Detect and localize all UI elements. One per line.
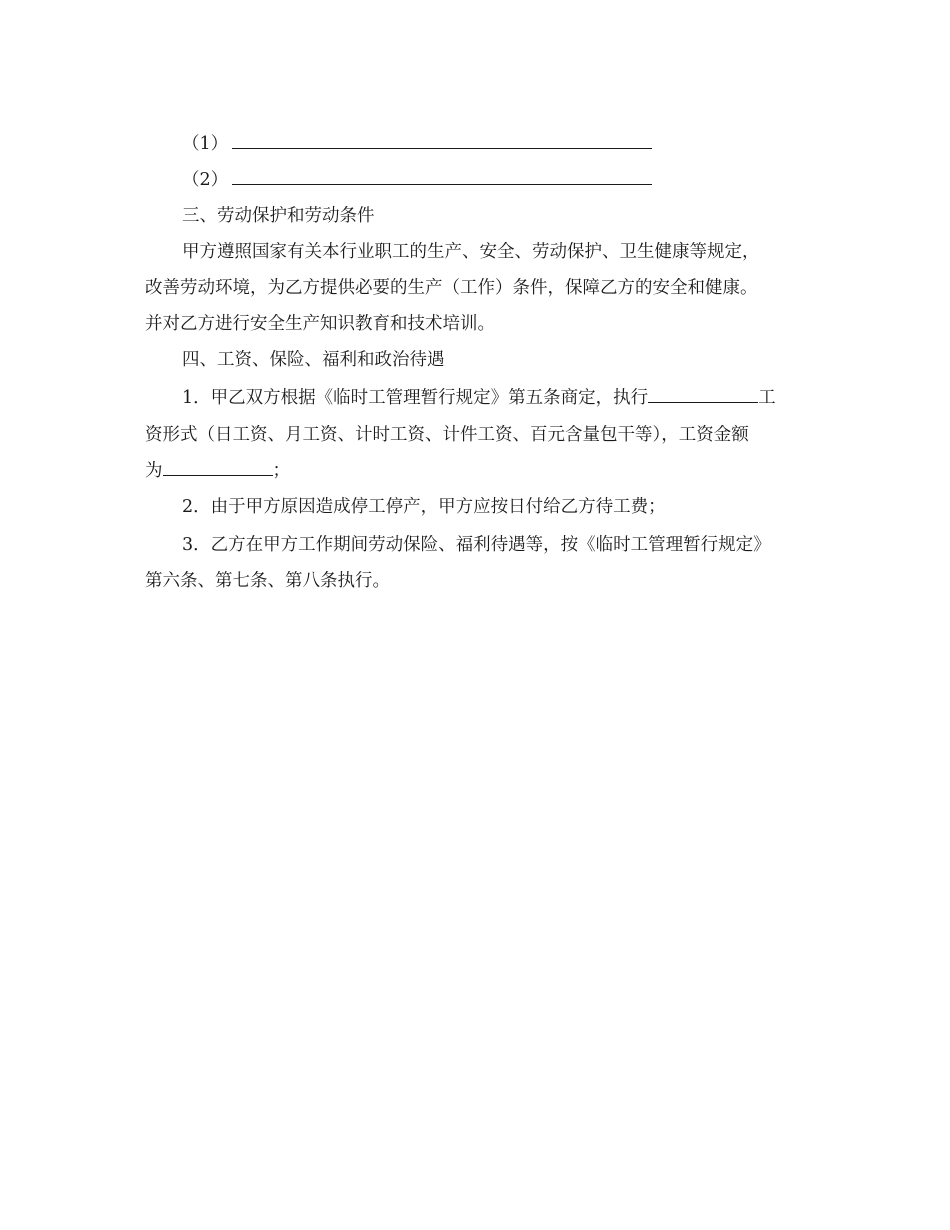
- clause-3-line-2: 第六条、第七条、第八条执行。: [145, 571, 390, 591]
- item-1-blank[interactable]: [232, 134, 652, 149]
- item-2-label: （2）: [182, 170, 229, 190]
- section-4-heading: 四、工资、保险、福利和政治待遇: [182, 350, 445, 370]
- item-1-label: （1）: [182, 134, 229, 154]
- item-2: [182, 168, 852, 192]
- clause-1-text-b: 工: [758, 388, 776, 408]
- clause-1-text-c: 为: [145, 461, 163, 481]
- clause-3-line-1: 3．乙方在甲方工作期间劳动保险、福利待遇等，按《临时工管理暂行规定》: [182, 535, 771, 555]
- clause-1-line-3: [145, 459, 815, 483]
- clause-1-text-d: ；: [272, 461, 290, 481]
- section-3-para-line-3: 并对乙方进行安全生产知识教育和技术培训。: [145, 314, 495, 334]
- section-3-para-line-1: 甲方遵照国家有关本行业职工的生产、安全、劳动保护、卫生健康等规定，: [182, 242, 760, 262]
- wage-form-blank[interactable]: [648, 388, 758, 403]
- clause-1-line-1: [182, 386, 852, 410]
- clause-2: 2．由于甲方原因造成停工停产，甲方应按日付给乙方待工费；: [182, 497, 666, 517]
- wage-amount-blank[interactable]: [163, 461, 273, 476]
- item-1: [182, 132, 852, 156]
- clause-1-line-2: 资形式（日工资、月工资、计时工资、计件工资、百元含量包干等），工资金额: [145, 425, 749, 445]
- section-3-heading: 三、劳动保护和劳动条件: [182, 206, 375, 226]
- clause-1-text-a: 1．甲乙双方根据《临时工管理暂行规定》第五条商定，执行: [182, 388, 649, 408]
- section-3-para-line-2: 改善劳动环境，为乙方提供必要的生产（工作）条件，保障乙方的安全和健康。: [145, 278, 758, 298]
- item-2-blank[interactable]: [232, 170, 652, 185]
